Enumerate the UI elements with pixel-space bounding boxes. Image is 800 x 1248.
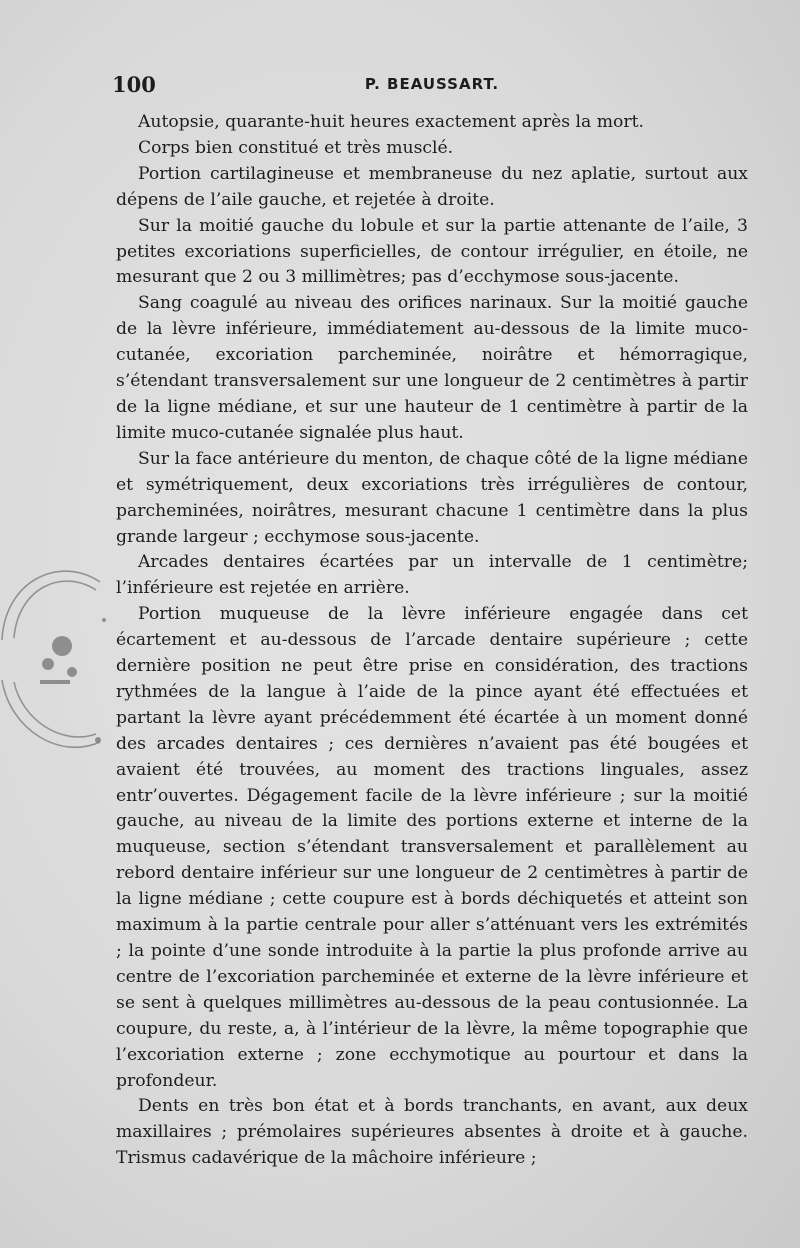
paragraph: Portion cartilagineuse et membraneuse du nez aplatie, surtout aux dépens de l’aile gauche, et rejetée à droite.	[116, 163, 748, 210]
paragraph: Arcades dentaires écartées par un intervalle de 1 centimètre; l’inférieure est rejetée en arrière.	[116, 552, 748, 599]
paragraph: Sang coagulé au niveau des orifices narinaux. Sur la moitié gauche de la lèvre inférieure, immédiatement au-dessous de la limite muco-cutanée, excoriation parcheminée, noirâtre et hémorragique, s’étendant transversalement sur une longueur de 2 centimètres à partir de la ligne médiane, et sur une hauteur de 1 centimètre à partir de la limite muco-cutanée signalée plus haut.	[116, 293, 748, 443]
running-head: P. BEAUSSART.	[364, 75, 500, 93]
library-stamp	[0, 560, 112, 760]
paragraph: Sur la face antérieure du menton, de chaque côté de la ligne médiane et symétriquement, deux excoriations très irrégulières de contour, parcheminées, noirâtres, mesurant chacune 1 centimètre dans la plus grande largeur ; ecchymose sous-jacente.	[116, 448, 748, 547]
page-header	[112, 72, 752, 98]
page-body	[116, 110, 748, 1172]
page-number: 100	[112, 72, 156, 97]
paragraph: Sur la moitié gauche du lobule et sur la partie attenante de l’aile, 3 petites excoriations superficielles, de contour irrégulier, en étoile, ne mesurant que 2 ou 3 millimètres; pas d’ecchymose sous-jacente.	[116, 215, 748, 288]
paragraph: Portion muqueuse de la lèvre inférieure engagée dans cet écartement et au-dessous de l’arcade dentaire supérieure ; cette dernière position ne peut être prise en considération, des tractions rythmées de la langue à l’aide de la pince ayant été effectuées et partant la lèvre ayant précédemment été écartée à un moment donné des arcades dentaires ; ces dernières n’avaient pas été bougées et avaient été trouvées, au moment des tractions linguales, assez entr’ouvertes. Dégagement facile de la lèvre inférieure ; sur la moitié gauche, au niveau de la limite des portions externe et interne de la muqueuse, section s’étendant transversalement et parallèlement au rebord dentaire inférieur sur une longueur de 2 centimètres à partir de la ligne médiane ; cette coupure est à bords déchiquetés et atteint son maximum à la partie centrale pour aller s’atténuant vers les extrémités ; la pointe d’une sonde introduite à la partie la plus profonde arrive au centre de l’excoriation parcheminée et externe de la lèvre inférieure et se sent à quelques millimètres au-dessous de la peau contusionnée. La coupure, du reste, a, à l’intérieur de la lèvre, la même topographie que l’excoriation externe ; zone ecchymotique au pourtour et dans la profondeur.	[116, 604, 748, 1091]
paragraph: Autopsie, quarante-huit heures exactement après la mort.	[138, 112, 644, 132]
paragraph: Corps bien constitué et très musclé.	[138, 137, 454, 158]
paragraph: Dents en très bon état et à bords tranchants, en avant, aux deux maxillaires ; prémolaires supérieures absentes à droite et à gauche. Trismus cadavérique de la mâchoire inférieure ;	[116, 1096, 748, 1169]
